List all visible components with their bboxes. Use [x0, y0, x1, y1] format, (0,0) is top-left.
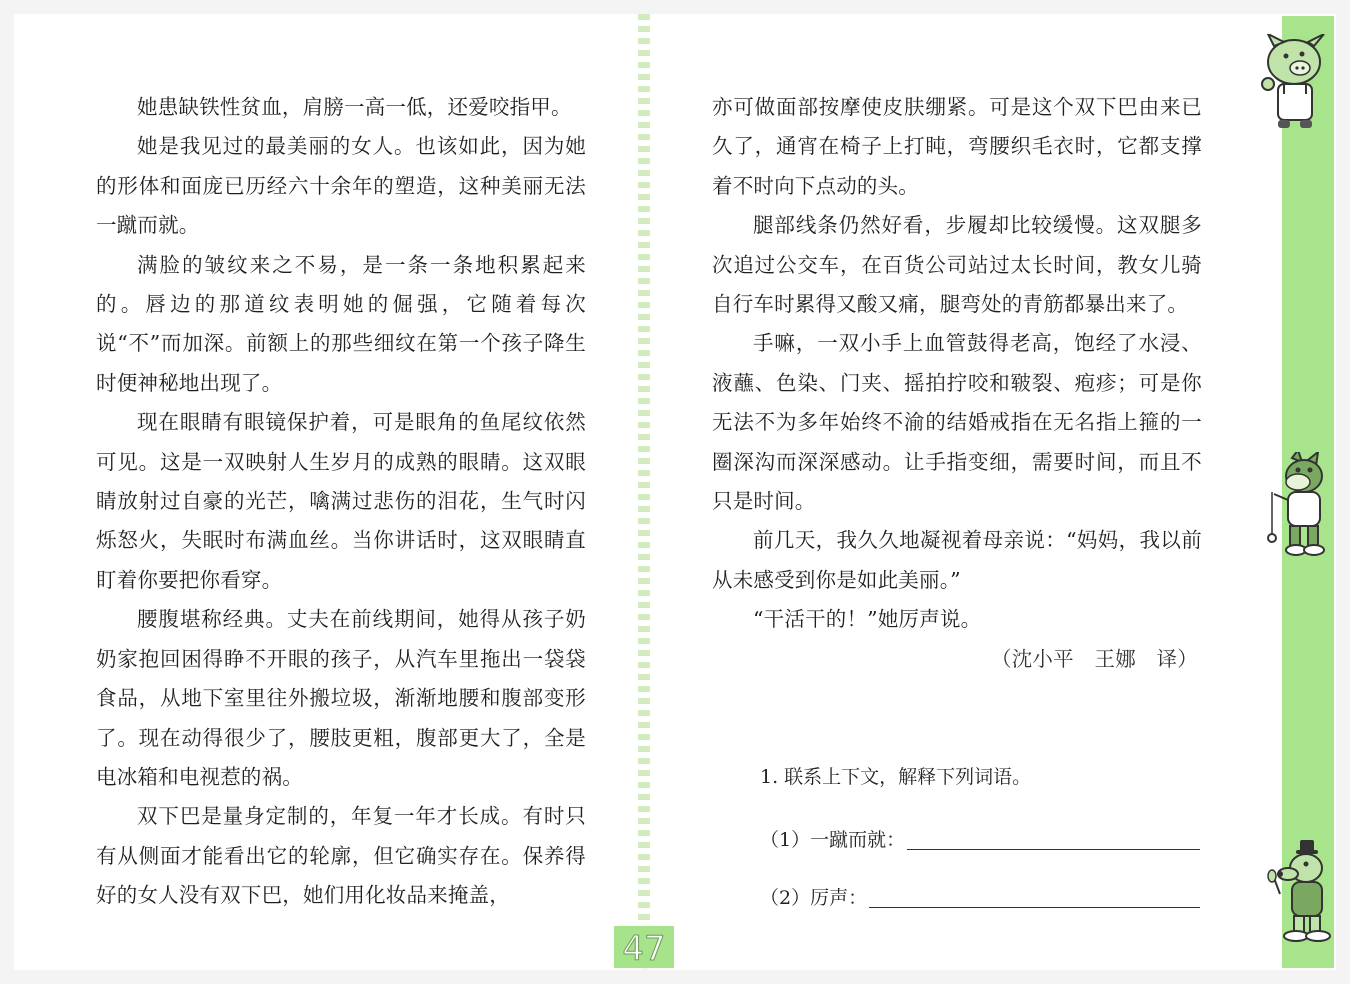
exercise-title: 1. 联系上下文，解释下列词语。 — [760, 766, 1032, 788]
exercise-item-label: （2）厉声： — [760, 887, 868, 909]
dog-mascot-icon — [1262, 838, 1338, 944]
paragraph: 腰腹堪称经典。丈夫在前线期间，她得从孩子奶奶家抱回困得睁不开眼的孩子，从汽车里拖出一袋袋食品，从地下室里往外搬垃圾，渐渐地腰和腹部变形了。现在动得很少了，腰肢更粗，腹部更大了，全是电冰箱和电视惹的祸。 — [96, 607, 586, 789]
left-column — [96, 88, 586, 916]
answer-blank[interactable] — [907, 827, 1200, 850]
paragraph: 她是我见过的最美丽的女人。也该如此，因为她的形体和面庞已历经六十余年的塑造，这种美丽无法一蹴而就。 — [96, 134, 586, 238]
page-gutter — [638, 14, 650, 954]
exercise-item — [760, 856, 1200, 914]
paragraph: 前几天，我久久地凝视着母亲说：“妈妈，我以前从未感受到你是如此美丽。” — [712, 528, 1202, 592]
paragraph-continuation: 亦可做面部按摩使皮肤绷紧。可是这个双下巴由来已久了，通宵在椅子上打盹，弯腰织毛衣时，它都支撑着不时向下点动的头。 — [712, 95, 1202, 198]
paragraph: 现在眼睛有眼镜保护着，可是眼角的鱼尾纹依然可见。这是一双映射人生岁月的成熟的眼睛。这双眼睛放射过自豪的光芒，噙满过悲伤的泪花，生气时闪烁怒火，失眠时布满血丝。当你讲话时，这双眼睛直盯着你要把你看穿。 — [96, 410, 586, 592]
paragraph: 手嘛，一双小手上血管鼓得老高，饱经了水浸、液蘸、色染、门夹、摇拍拧咬和皲裂、疱疹；可是你无法不为多年始终不渝的结婚戒指在无名指上箍的一圈深沟而深深感动。让手指变细，需要时间，而且不只是时间。 — [712, 331, 1202, 514]
answer-blank[interactable] — [869, 885, 1200, 908]
exercise-item-label: （1）一蹴而就： — [760, 829, 906, 851]
exercise-item — [760, 798, 1200, 856]
translator-credit: （沈小平 王娜 译） — [991, 646, 1198, 671]
wolf-mascot-icon — [1258, 452, 1338, 558]
page-number: 47 — [614, 926, 674, 968]
paragraph: “干活干的！”她厉声说。 — [753, 607, 982, 632]
right-column — [712, 88, 1202, 679]
paragraph: 双下巴是量身定制的，年复一年才长成。有时只有从侧面才能看出它的轮廓，但它确实存在。保养得好的女人没有双下巴，她们用化妆品来掩盖， — [96, 804, 586, 908]
paragraph: 腿部线条仍然好看，步履却比较缓慢。这双腿多次追过公交车，在百货公司站过太长时间，教女儿骑自行车时累得又酸又痛，腿弯处的青筋都暴出来了。 — [712, 213, 1202, 317]
exercise-section — [760, 756, 1200, 914]
paragraph: 她患缺铁性贫血，肩膀一高一低，还爱咬指甲。 — [137, 95, 572, 119]
paragraph: 满脸的皱纹来之不易，是一条一条地积累起来的。唇边的那道纹表明她的倔强，它随着每次说“不”而加深。前额上的那些细纹在第一个孩子降生时便神秘地出现了。 — [96, 252, 586, 395]
pig-mascot-icon — [1254, 34, 1338, 134]
